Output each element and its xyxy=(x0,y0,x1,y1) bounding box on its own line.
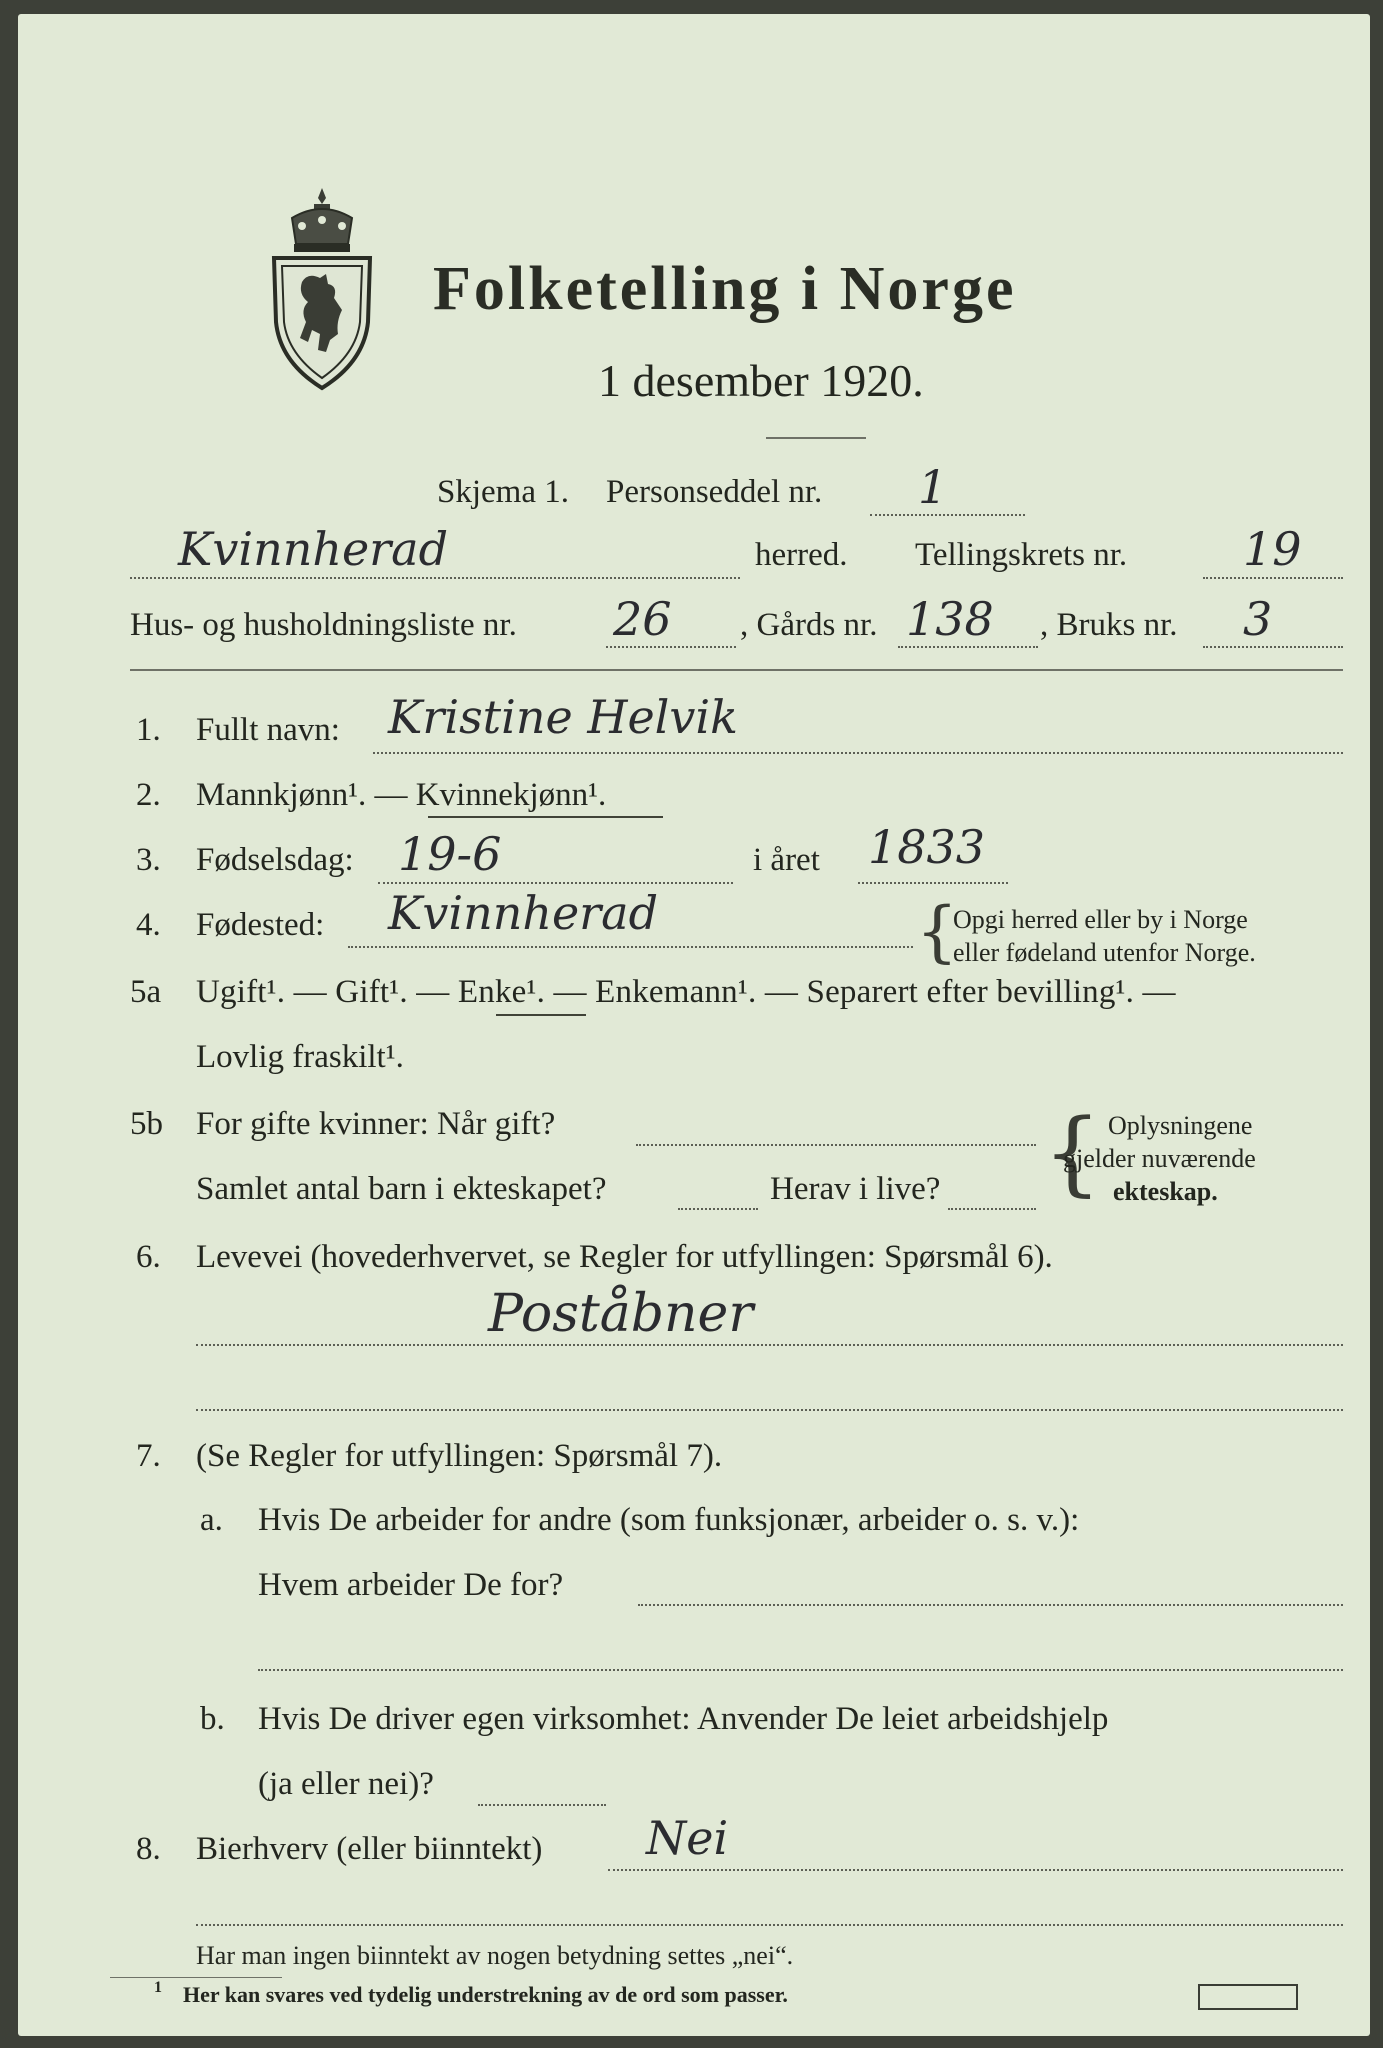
q4-line xyxy=(348,946,913,948)
q3-year-label: i året xyxy=(753,842,820,878)
q3-value: 19-6 xyxy=(398,827,502,881)
footnote-mark: 1 xyxy=(154,1979,162,1996)
gards-label: , Gårds nr. xyxy=(740,607,878,643)
personseddel-label: Personseddel nr. xyxy=(606,474,823,510)
header-divider xyxy=(130,669,1343,671)
q5a-number: 5a xyxy=(130,974,162,1010)
tellingskrets-label: Tellingskrets nr. xyxy=(915,537,1128,573)
q2-label: Mannkjønn¹. — Kvinnekjønn¹. xyxy=(196,777,607,813)
form-title: Folketelling i Norge xyxy=(433,255,1017,323)
herred-value: Kvinnherad xyxy=(178,522,449,576)
q7b-label-2: (ja eller nei)? xyxy=(258,1766,434,1802)
q5a-label-2: Lovlig fraskilt¹. xyxy=(196,1039,404,1075)
footnote-text: Her kan svares ved tydelig understrekning av de ord som passer. xyxy=(183,1982,788,2007)
q1-value: Kristine Helvik xyxy=(388,690,738,744)
tellingskrets-value: 19 xyxy=(1243,522,1302,576)
q5b-label-3: Herav i live? xyxy=(770,1171,941,1207)
personseddel-line xyxy=(870,514,1025,516)
herred-label: herred. xyxy=(755,537,848,573)
q5b-line xyxy=(636,1144,1036,1146)
q7a-label: Hvis De arbeider for andre (som funksjonær, arbeider o. s. v.): xyxy=(258,1502,1080,1538)
q5b-number: 5b xyxy=(130,1106,163,1142)
q3-label: Fødselsdag: xyxy=(196,842,354,878)
q8-line-2 xyxy=(196,1924,1343,1926)
enke-underline xyxy=(496,1014,586,1016)
q7b-label: Hvis De driver egen virksomhet: Anvender De leiet arbeidshjelp xyxy=(258,1701,1109,1737)
q8-value: Nei xyxy=(646,1811,729,1865)
title-divider xyxy=(766,437,866,439)
q8-label: Bierhverv (eller biinntekt) xyxy=(196,1831,543,1867)
q5b-note-3: ekteskap. xyxy=(1113,1177,1218,1206)
q7a-letter: a. xyxy=(200,1502,223,1538)
q1-number: 1. xyxy=(136,712,161,748)
q6-number: 6. xyxy=(136,1239,161,1275)
census-date: 1 desember 1920. xyxy=(598,355,924,406)
q7a-line-2 xyxy=(258,1669,1343,1671)
q4-brace: { xyxy=(916,893,958,970)
q6-label: Levevei (hovederhvervet, se Regler for utfyllingen: Spørsmål 6). xyxy=(196,1239,1053,1275)
q4-note-1: Opgi herred eller by i Norge xyxy=(953,905,1248,934)
q5b-brace: { xyxy=(1043,1099,1102,1206)
q7-label: (Se Regler for utfyllingen: Spørsmål 7). xyxy=(196,1438,723,1474)
hus-label: Hus- og husholdningsliste nr. xyxy=(130,607,517,643)
q7-number: 7. xyxy=(136,1438,161,1474)
q5a-label: Ugift¹. — Gift¹. — Enke¹. — Enkemann¹. — Separert efter bevilling¹. — xyxy=(196,974,1176,1010)
bruks-value: 3 xyxy=(1243,592,1273,646)
q5b-label: For gifte kvinner: Når gift? xyxy=(196,1106,556,1142)
printer-stamp xyxy=(1198,1984,1298,2010)
q5b-note-1: Oplysningene xyxy=(1108,1111,1253,1140)
q3-year-line xyxy=(858,882,1008,884)
footer-note: Har man ingen biinntekt av nogen betydning settes „nei“. xyxy=(196,1941,794,1970)
q8-line xyxy=(608,1869,1343,1871)
tellingskrets-line xyxy=(1203,577,1343,579)
personseddel-value: 1 xyxy=(918,460,948,514)
q7a-label-2: Hvem arbeider De for? xyxy=(258,1567,564,1603)
q3-line xyxy=(378,882,733,884)
footnote-divider xyxy=(110,1977,282,1978)
q4-number: 4. xyxy=(136,907,161,943)
q1-label: Fullt navn: xyxy=(196,712,340,748)
q1-line xyxy=(373,752,1343,754)
q4-label: Fødested: xyxy=(196,907,325,943)
census-form-sheet xyxy=(18,14,1370,2036)
q7b-line xyxy=(478,1804,606,1806)
q5b-alive-line xyxy=(948,1208,1036,1210)
bruks-line xyxy=(1203,646,1343,648)
q6-value: Poståbner xyxy=(488,1284,754,1344)
q6-line-1 xyxy=(196,1344,1343,1346)
herred-line xyxy=(130,577,740,579)
q5b-children-line xyxy=(678,1208,758,1210)
gards-value: 138 xyxy=(906,592,994,646)
hus-value: 26 xyxy=(613,592,672,646)
q3-number: 3. xyxy=(136,842,161,878)
bruks-label: , Bruks nr. xyxy=(1040,607,1178,643)
q7b-letter: b. xyxy=(200,1701,225,1737)
q7a-line-1 xyxy=(638,1604,1343,1606)
q4-note-2: eller fødeland utenfor Norge. xyxy=(953,938,1256,967)
q5b-note-2: gjelder nuværende xyxy=(1063,1144,1256,1173)
q6-line-2 xyxy=(196,1409,1343,1411)
q3-year-value: 1833 xyxy=(868,820,986,874)
gards-line xyxy=(898,646,1038,648)
q2-number: 2. xyxy=(136,777,161,813)
skjema-label: Skjema 1. xyxy=(437,474,569,510)
q4-value: Kvinnherad xyxy=(388,886,659,940)
coat-of-arms-icon xyxy=(268,182,376,392)
hus-line xyxy=(606,646,736,648)
q8-number: 8. xyxy=(136,1831,161,1867)
q5b-label-2: Samlet antal barn i ekteskapet? xyxy=(196,1171,607,1207)
kvinnekjonn-underline xyxy=(428,816,663,818)
